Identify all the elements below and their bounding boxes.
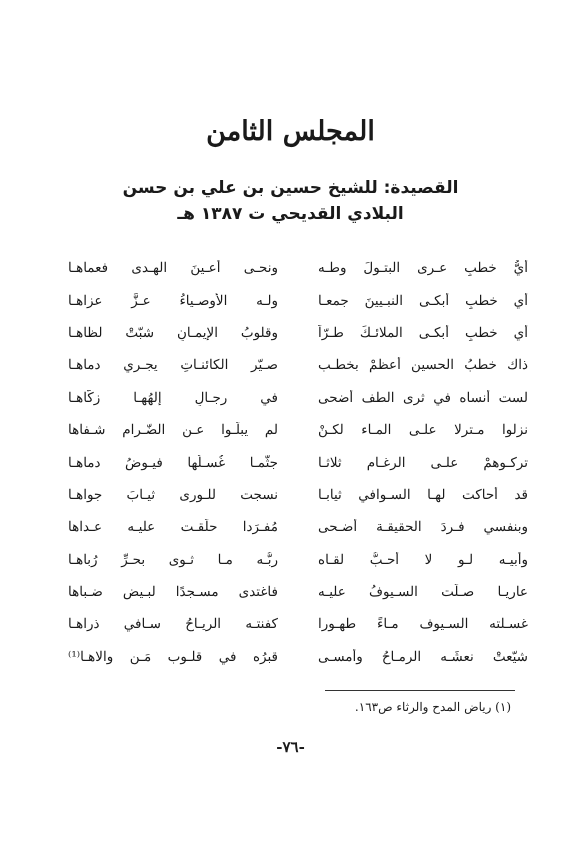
verse-first-hemistich: عاريـا صـلّت السـيوفُ عليـه (318, 584, 528, 601)
verse (68, 284, 528, 316)
verse (68, 317, 528, 349)
page-title: المجلس الثامن (206, 116, 375, 147)
verse-first-hemistich: تركـوهمْ علـى الرغـامِ ثلاثـا (318, 454, 528, 471)
verse (68, 641, 528, 673)
poem-attribution-line-1: القصيدة: للشيخ حسين بن علي بن حسن (122, 178, 459, 198)
verse (68, 576, 528, 608)
footnote-divider (325, 690, 515, 691)
verse-first-hemistich: أي خطبٍ أبكـى النبـيينَ جمعـا (318, 292, 528, 309)
verse (68, 608, 528, 640)
verse-first-hemistich: نزلوا مـترلا علـى المـاء لكـنْ (318, 422, 528, 439)
verse-second-hemistich: نسجت للـورى ثيـابَ جواهـا (68, 486, 278, 503)
verse-second-hemistich: ربُّـه مـا ثـوى بحـرِّ رُباهـا (68, 551, 278, 568)
verse-first-hemistich: غسـلته السـيوف مـاءً طهـورا (318, 616, 528, 633)
verse (68, 446, 528, 478)
verse-first-hemistich: قد أحاكت لهـا السـوافي ثيابـا (318, 486, 528, 503)
verse (68, 382, 528, 414)
verse-second-hemistich: ولـه الأوصـياءُ عـزَّ عزاهـا (68, 292, 278, 309)
verse-second-hemistich: وقلوبُ الإيمـانِ شبّتْ لظاهـا (68, 324, 278, 341)
verse-second-hemistich: مُفـرَدا حلّقـت عليـه عـداها (68, 519, 278, 536)
verse-second-hemistich: في رجـالِ إلهُهـا زكّاهـا (68, 389, 278, 406)
verse-first-hemistich: لست أنساه في ثرى الطف أضحى (318, 389, 528, 406)
verse-first-hemistich: شيّعتْ نعشَـه الرمـاحُ وأمسـى (318, 648, 528, 665)
verse-second-hemistich: جثّمـا غُسـلُها فيـوضُ دماهـا (68, 454, 278, 471)
page-number: -٧٦- (276, 738, 305, 756)
verse-second-hemistich: ونحـى أعـينَ الهـدى فعماهـا (68, 260, 278, 277)
verse (68, 511, 528, 543)
verse (68, 414, 528, 446)
footnote: (١) رياض المدح والرثاء ص١٦٣. (354, 700, 511, 714)
poem-attribution-line-2: البلادي القديحي ت ١٣٨٧ هـ (177, 204, 404, 224)
verse-first-hemistich: وأبيـه لـو لا أحـبُّ لقـاه (318, 551, 528, 568)
verse-second-hemistich: فاغتدى مسـجدًا لبـيض ضـباها (68, 584, 278, 601)
verse (68, 479, 528, 511)
verse-second-hemistich: قبرُه في قلـوب مَـن والاهـا⁽¹⁾ (68, 648, 278, 665)
verse (68, 349, 528, 381)
verse (68, 252, 528, 284)
verse-first-hemistich: أي خطبٍ أبكـى الملائـكَ طـرّاً (318, 324, 528, 341)
verse-second-hemistich: لم يبلُّـوا عـن الضّـرام شـفاها (68, 422, 278, 439)
verse (68, 544, 528, 576)
verse-first-hemistich: أيُّ خطبٍ عـرى البتـولَ وطـه (318, 260, 528, 277)
verse-first-hemistich: وبنفسي فـردَ الحقيقـة أضـحى (318, 519, 528, 536)
verse-first-hemistich: ذاك خطبُ الحسينِ أعظمْ بخطـب (318, 357, 528, 374)
verse-second-hemistich: كفنتـه الريـاحُ سـافي ذراهـا (68, 616, 278, 633)
poem-body (68, 252, 528, 673)
verse-second-hemistich: صـيّر الكائنـاتِ يجـري دماهـا (68, 357, 278, 374)
